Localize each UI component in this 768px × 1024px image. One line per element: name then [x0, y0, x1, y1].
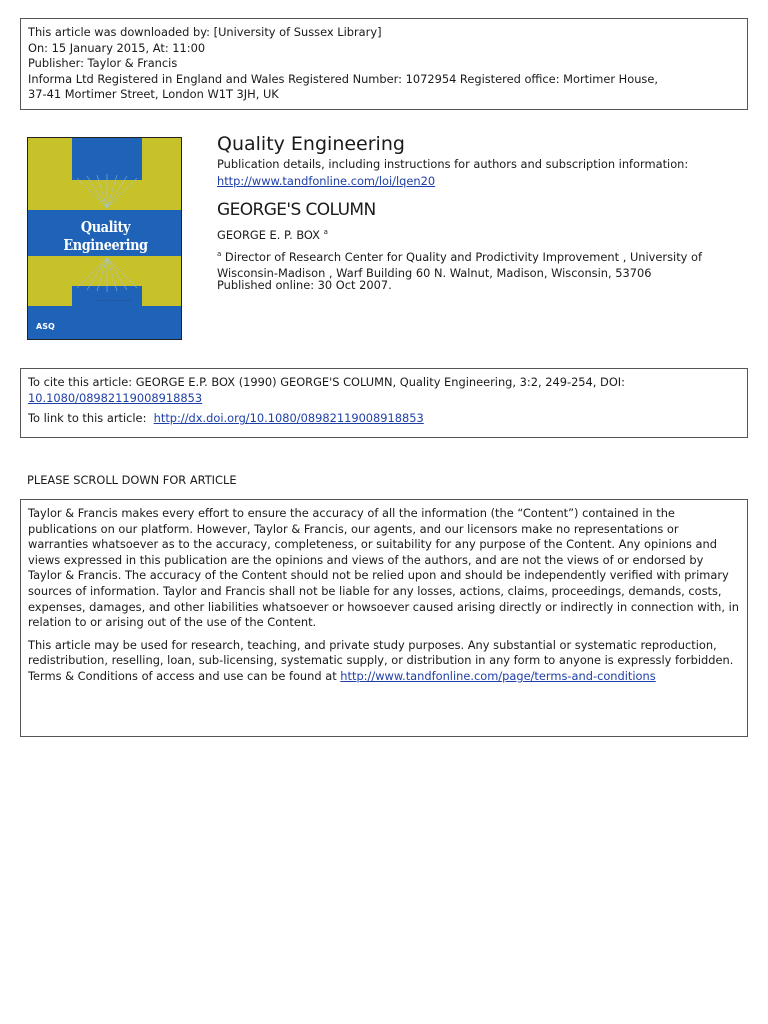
- scroll-notice: PLEASE SCROLL DOWN FOR ARTICLE: [27, 473, 237, 487]
- affiliation-superscript: a: [217, 250, 222, 258]
- citation-box: [20, 368, 748, 438]
- cover-band: [142, 138, 182, 180]
- download-notice-line: 37-41 Mortimer Street, London W1T 3JH, UK: [28, 87, 279, 102]
- author-superscript: a: [323, 228, 328, 236]
- journal-url-link[interactable]: http://www.tandfonline.com/loi/lqen20: [217, 174, 436, 188]
- terms-paragraph: [28, 638, 740, 685]
- affiliation-text: Director of Research Center for Quality and Prodictivity Improvement , University of Wisconsin-Madison , Warf Building 60 N. Walnut, Madison, Wisconsin, 53706: [217, 250, 703, 280]
- cover-band: [142, 286, 182, 306]
- article-title: GEORGE'S COLUMN: [217, 200, 376, 220]
- terms-text: This article may be used for research, teaching, and private study purposes. Any substantial or systematic reproduction, redistribution, reselling, loan, sub-licensing, systematic supply, or distribution in any form to anyone is expressly forbidden. Terms & Conditions of access and use can be found at: [28, 637, 734, 683]
- cover-small-text: — — — — — — —: [96, 298, 132, 303]
- published-date: Published online: 30 Oct 2007.: [217, 278, 392, 292]
- doi-link[interactable]: 10.1080/08982119008918853: [28, 390, 203, 405]
- disclaimer-box: [20, 499, 748, 737]
- cover-band: [28, 138, 72, 180]
- terms-link[interactable]: http://www.tandfonline.com/page/terms-and-conditions: [340, 668, 656, 683]
- link-label: To link to this article:: [28, 411, 147, 426]
- cite-text: To cite this article: GEORGE E.P. BOX (1990) GEORGE'S COLUMN, Quality Engineering, 3:2, 249-254, DOI:: [28, 375, 625, 389]
- author: [217, 228, 328, 242]
- download-notice-line: This article was downloaded by: [University of Sussex Library]: [28, 25, 382, 39]
- affiliation: [217, 247, 727, 281]
- disclaimer-paragraph: Taylor & Francis makes every effort to ensure the accuracy of all the information (the “Content”) contained in the publications on our platform. However, Taylor & Francis, our agents, and our licensors make no representations or warranties whatsoever as to the accuracy, completeness, or suitability for any purpose of the Content. Any opinions and views expressed in this publication are the opinions and views of the authors, and are not the views of or endorsed by Taylor & Francis. The accuracy of the Content should not be relied upon and should be independently verified with primary sources of information. Taylor and Francis shall not be liable for any losses, actions, claims, proceedings, demands, costs, expenses, damages, and other liabilities whatsoever or howsoever caused arising directly or indirectly in connection with, in relation to or arising out of the use of the Content.: [28, 506, 740, 630]
- download-notice-line: Informa Ltd Registered in England and Wales Registered Number: 1072954 Registered office: Mortimer House,: [28, 71, 658, 86]
- cover-title: Quality Engineering: [63, 218, 148, 254]
- cover-band: [28, 286, 72, 306]
- author-name: GEORGE E. P. BOX: [217, 228, 320, 242]
- journal-title: Quality Engineering: [217, 133, 405, 155]
- download-notice-line: On: 15 January 2015, At: 11:00: [28, 40, 206, 55]
- cover-logo: ASQ: [36, 322, 55, 331]
- download-notice-box: [20, 18, 748, 110]
- link-row: [28, 411, 740, 427]
- publication-details: Publication details, including instructions for authors and subscription information:: [217, 157, 689, 171]
- article-link[interactable]: http://dx.doi.org/10.1080/08982119008918853: [153, 411, 424, 426]
- download-notice-line: Publisher: Taylor & Francis: [28, 56, 178, 71]
- journal-cover-image: [27, 137, 182, 340]
